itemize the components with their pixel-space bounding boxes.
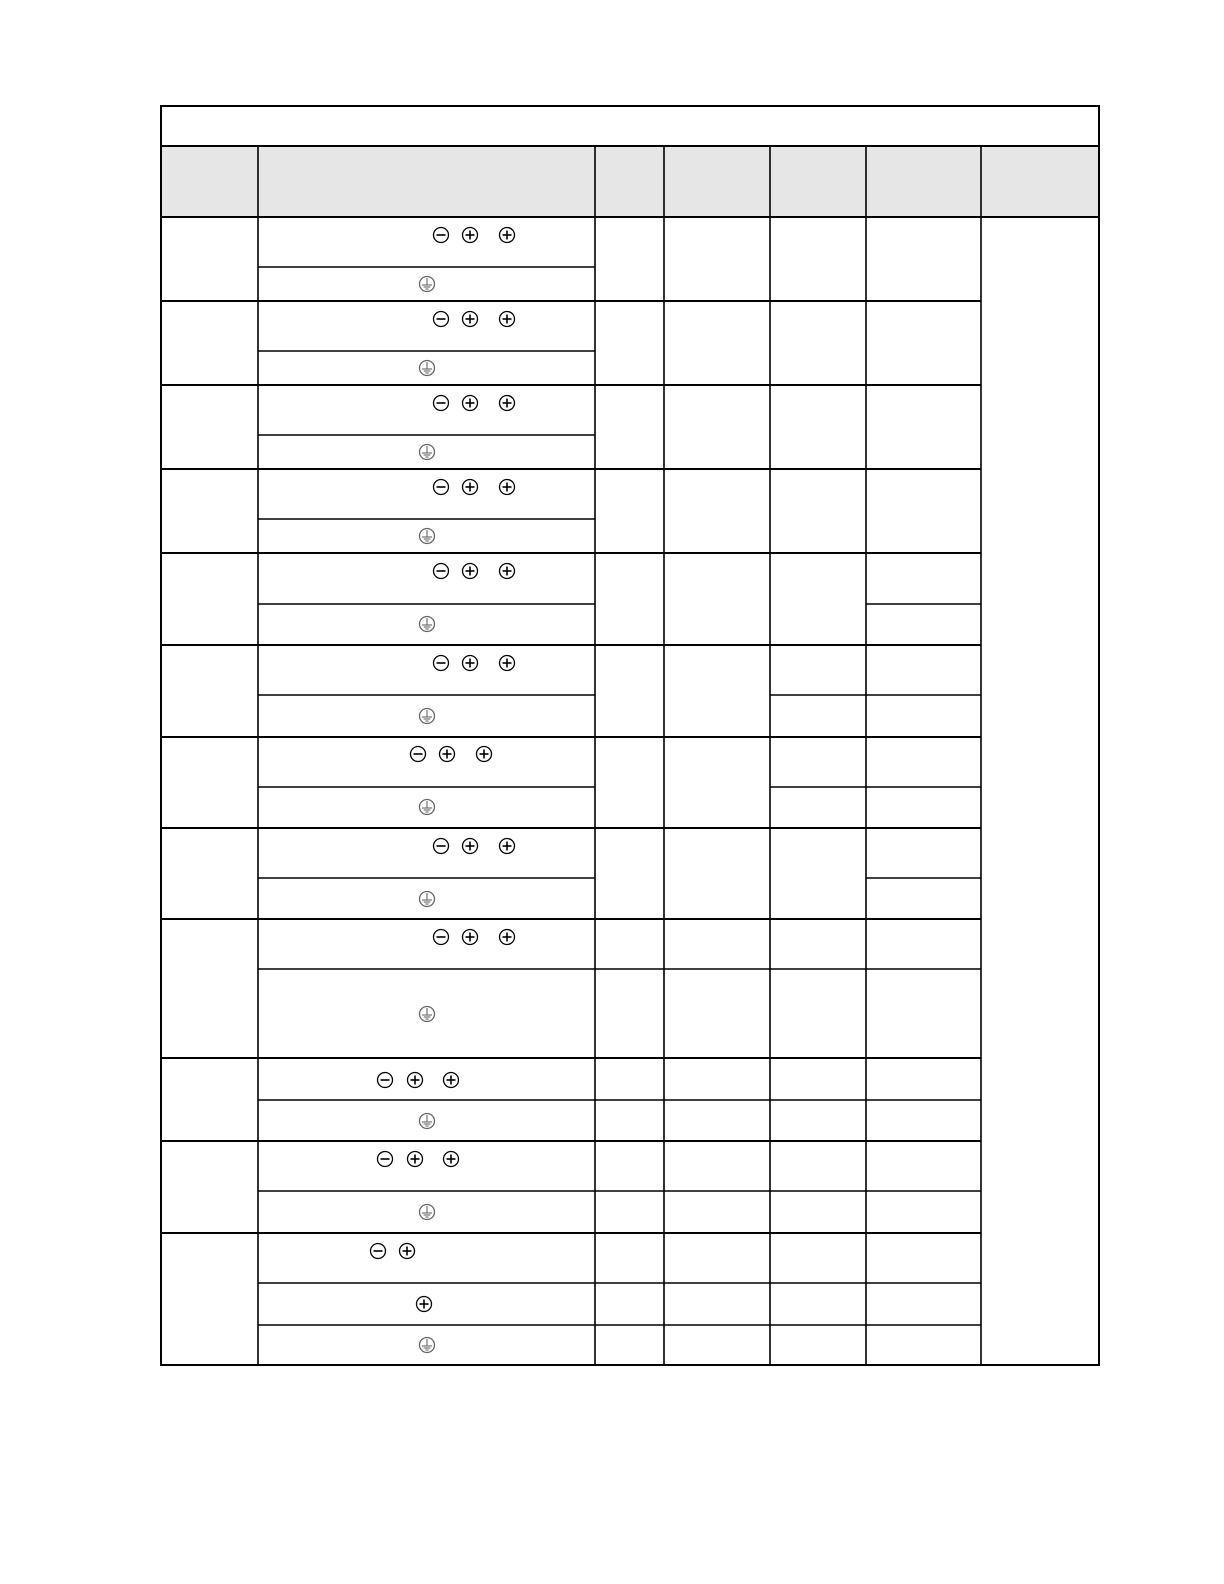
minus-in-circle-icon [411, 747, 426, 762]
header-row [161, 146, 1099, 217]
minus-in-circle-icon [434, 839, 449, 854]
minus-in-circle-icon [434, 312, 449, 327]
plus-in-circle-icon [500, 564, 515, 579]
symbol-layer [371, 228, 515, 1353]
plus-in-circle-icon [500, 228, 515, 243]
minus-in-circle-icon [371, 1244, 386, 1259]
protective-earth-ground-icon [420, 709, 435, 724]
protective-earth-ground-icon [420, 1007, 435, 1022]
plus-in-circle-icon [444, 1073, 459, 1088]
protective-earth-ground-icon [420, 892, 435, 907]
plus-in-circle-icon [408, 1152, 423, 1167]
plus-in-circle-icon [500, 480, 515, 495]
protective-earth-ground-icon [420, 1205, 435, 1220]
plus-in-circle-icon [463, 564, 478, 579]
minus-in-circle-icon [378, 1152, 393, 1167]
plus-in-circle-icon [417, 1297, 432, 1312]
protective-earth-ground-icon [420, 277, 435, 292]
table-frame [161, 106, 1099, 1365]
plus-in-circle-icon [463, 396, 478, 411]
plus-in-circle-icon [463, 930, 478, 945]
plus-in-circle-icon [408, 1073, 423, 1088]
minus-in-circle-icon [434, 930, 449, 945]
minus-in-circle-icon [434, 480, 449, 495]
plus-in-circle-icon [400, 1244, 415, 1259]
minus-in-circle-icon [378, 1073, 393, 1088]
plus-in-circle-icon [463, 312, 478, 327]
plus-in-circle-icon [463, 228, 478, 243]
plus-in-circle-icon [463, 656, 478, 671]
minus-in-circle-icon [434, 396, 449, 411]
protective-earth-ground-icon [420, 1338, 435, 1353]
minus-in-circle-icon [434, 228, 449, 243]
table-grid [161, 146, 1099, 1365]
protective-earth-ground-icon [420, 800, 435, 815]
plus-in-circle-icon [500, 656, 515, 671]
protective-earth-ground-icon [420, 361, 435, 376]
protective-earth-ground-icon [420, 617, 435, 632]
plus-in-circle-icon [477, 747, 492, 762]
minus-in-circle-icon [434, 656, 449, 671]
plus-in-circle-icon [444, 1152, 459, 1167]
plus-in-circle-icon [463, 839, 478, 854]
protective-earth-ground-icon [420, 529, 435, 544]
plus-in-circle-icon [463, 480, 478, 495]
plus-in-circle-icon [500, 312, 515, 327]
plus-in-circle-icon [500, 396, 515, 411]
plus-in-circle-icon [440, 747, 455, 762]
minus-in-circle-icon [434, 564, 449, 579]
plus-in-circle-icon [500, 839, 515, 854]
plus-in-circle-icon [500, 930, 515, 945]
protective-earth-ground-icon [420, 445, 435, 460]
protective-earth-ground-icon [420, 1114, 435, 1129]
